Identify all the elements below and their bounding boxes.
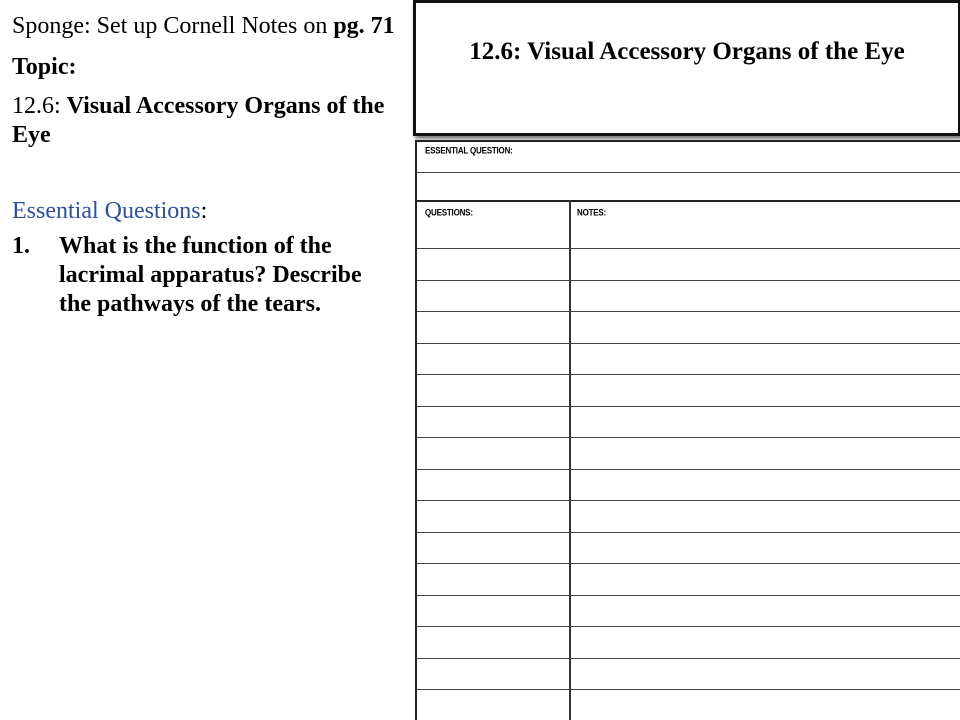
- ruled-line: [417, 374, 960, 375]
- essential-questions-colon: :: [200, 198, 208, 224]
- essential-questions-list: [12, 232, 397, 319]
- essential-question-label: ESSENTIAL QUESTION:: [425, 145, 513, 156]
- ruled-line: [417, 343, 960, 344]
- ruled-line: [417, 532, 960, 533]
- ruled-line: [417, 280, 960, 281]
- question-text: What is the function of the lacrimal apparatus? Describe the pathways of the tears.: [59, 233, 362, 317]
- topic-number: 12.6:: [12, 93, 67, 119]
- topic-value: [12, 92, 397, 150]
- ruled-line: [417, 689, 960, 690]
- ruled-line: [417, 248, 960, 249]
- ruled-line: [417, 563, 960, 564]
- slide-left-column: [12, 12, 397, 319]
- ruled-line: [417, 311, 960, 312]
- slide-title-box: [413, 0, 960, 136]
- cue-column-divider: [569, 200, 571, 720]
- list-item: [12, 232, 397, 319]
- sheet-divider: [417, 172, 960, 173]
- essential-questions-label: Essential Questions: [12, 198, 201, 224]
- ruled-line: [417, 626, 960, 627]
- sponge-page-ref: pg. 71: [333, 13, 395, 39]
- ruled-line: [417, 406, 960, 407]
- sponge-text: Sponge: Set up Cornell Notes on: [12, 13, 334, 39]
- questions-column-label: QUESTIONS:: [425, 207, 473, 218]
- question-number: 1.: [12, 233, 30, 259]
- slide-title: 12.6: Visual Accessory Organs of the Eye: [469, 38, 905, 65]
- topic-label: Topic:: [12, 54, 77, 80]
- essential-questions-heading: [12, 197, 397, 226]
- notes-column-label: NOTES:: [577, 207, 607, 218]
- ruled-line: [417, 595, 960, 596]
- ruled-line: [417, 469, 960, 470]
- ruled-line: [417, 658, 960, 659]
- sheet-header-divider: [417, 200, 960, 202]
- sponge-instruction: [12, 12, 397, 41]
- ruled-line: [417, 437, 960, 438]
- cornell-notes-sheet: [415, 140, 960, 720]
- ruled-line: [417, 500, 960, 501]
- topic-title: Visual Accessory Organs of the Eye: [12, 93, 385, 148]
